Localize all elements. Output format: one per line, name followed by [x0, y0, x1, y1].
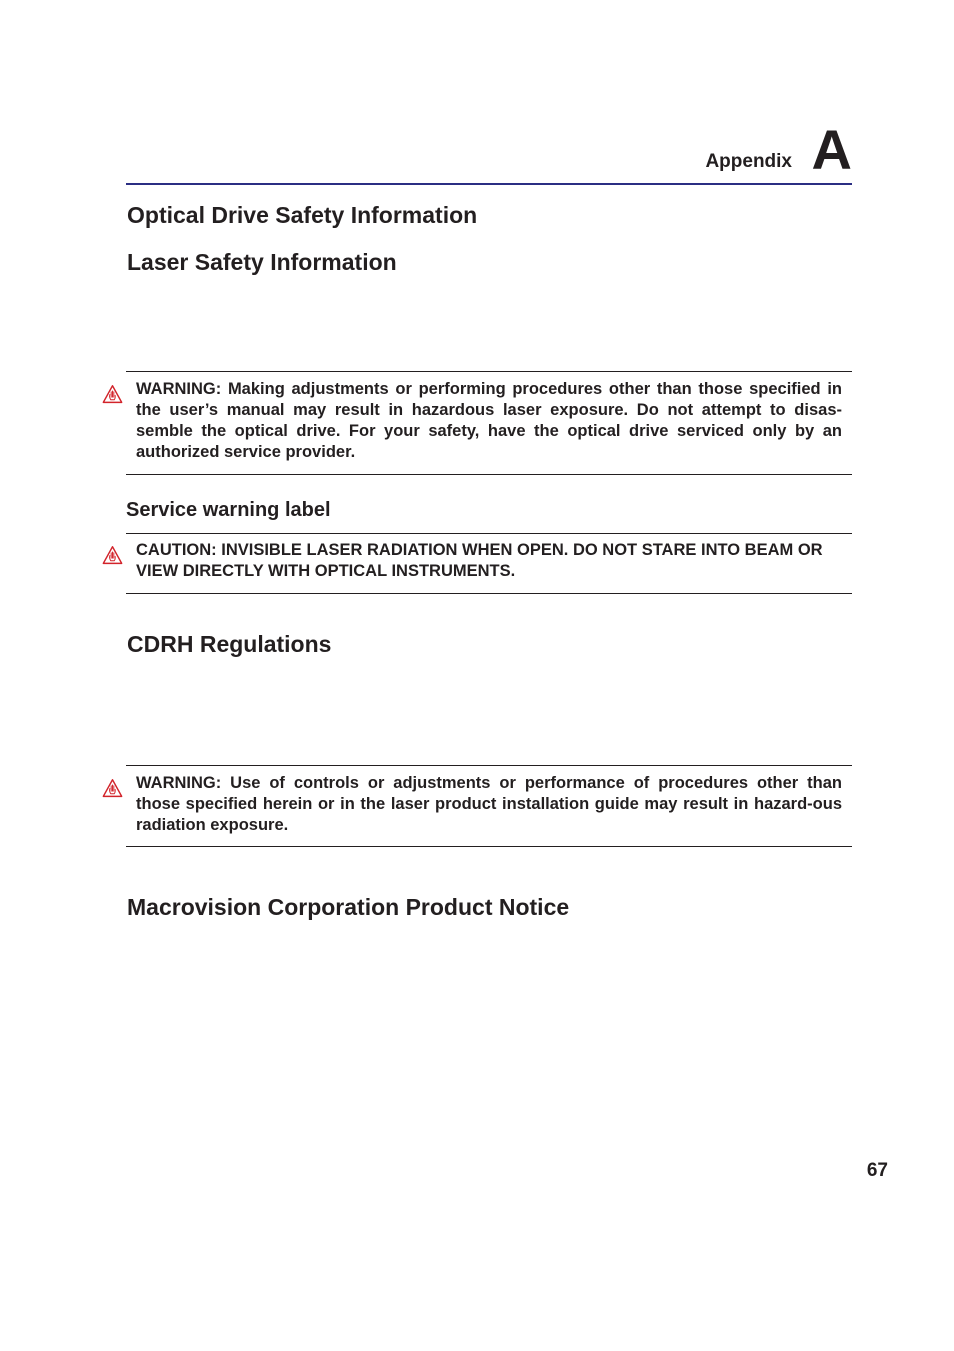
optical-drive-safety-title: Optical Drive Safety Information	[127, 202, 478, 228]
hand-warning-icon	[102, 545, 123, 566]
service-warning-label-title: Service warning label	[126, 499, 331, 521]
appendix-label: Appendix	[705, 151, 792, 172]
cdrh-regulations-title: CDRH Regulations	[127, 631, 332, 657]
laser-safety-title: Laser Safety Information	[127, 249, 397, 275]
warning1-bottom-rule	[126, 474, 852, 475]
warning1-top-rule	[126, 371, 852, 372]
warning-adjustments-text: WARNING: Making adjustments or performing procedures other than those specified in the user’s manual may result in hazardous laser exposure. Do not attempt to disas-semble the optical drive. For your safety, have the optical drive serviced only by an authorized service provider.	[136, 380, 842, 461]
hand-warning-icon	[102, 384, 123, 405]
caution-laser-text: CAUTION: INVISIBLE LASER RADIATION WHEN OPEN. DO NOT STARE INTO BEAM OR VIEW DIRECTLY WITH OPTICAL INSTRUMENTS.	[136, 541, 823, 580]
caution-bottom-rule	[126, 593, 852, 594]
appendix-letter: A	[811, 118, 852, 181]
page-number: 67	[866, 1160, 888, 1181]
macrovision-notice-title: Macrovision Corporation Product Notice	[127, 894, 570, 920]
header-divider	[126, 183, 852, 185]
warning-controls-text: WARNING: Use of controls or adjustments or performance of procedures other than those specified herein or in the laser product installation guide may result in hazard-ous radiation exposure.	[136, 774, 842, 834]
warning2-bottom-rule	[126, 846, 852, 847]
hand-warning-icon	[102, 778, 123, 799]
warning2-top-rule	[126, 765, 852, 766]
caution-top-rule	[126, 533, 852, 534]
